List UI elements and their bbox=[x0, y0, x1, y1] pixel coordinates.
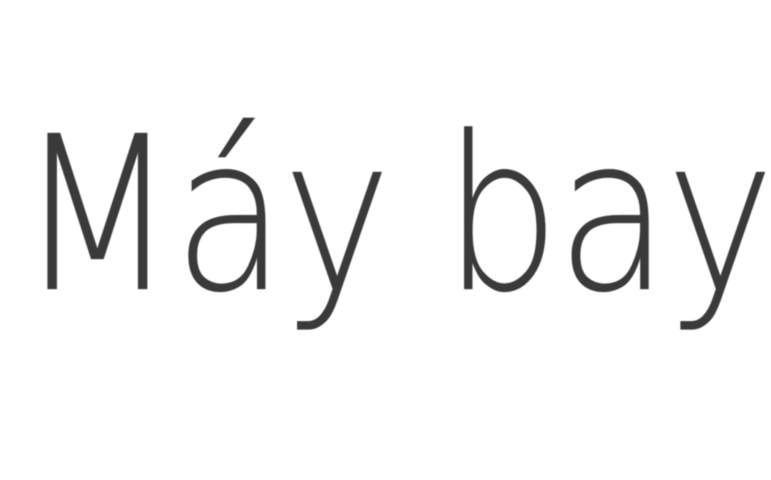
word-text: Máy bay bbox=[18, 91, 771, 340]
